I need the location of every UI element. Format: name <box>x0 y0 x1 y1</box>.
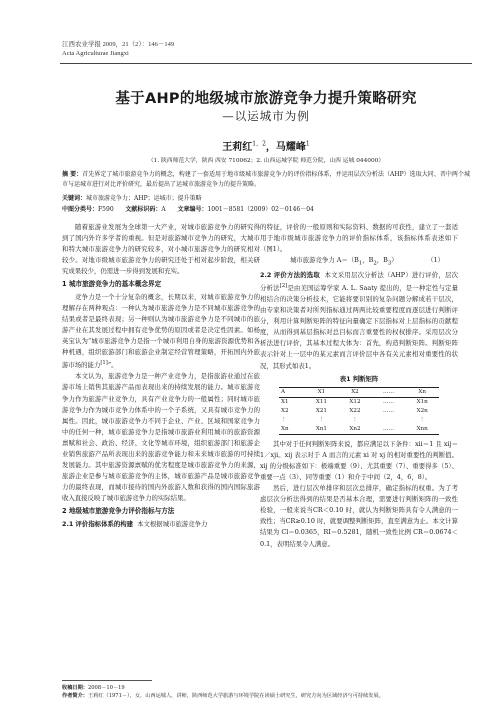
class-value: F590 <box>98 206 114 213</box>
keywords <box>62 193 202 202</box>
table-cell: ⋮ <box>419 416 425 423</box>
header-rule <box>60 63 472 64</box>
section-2-2-heading: 2.2 评价方法的选取 <box>260 270 321 279</box>
article-no-label: 文章编号： <box>177 206 208 213</box>
table-cell: …… <box>372 387 406 397</box>
formula-expression <box>290 255 398 269</box>
footnote <box>62 684 472 700</box>
author-bio-label: 作者简介： <box>62 693 88 699</box>
matrix-conditions-paragraph: 其中对于任何判断矩阵来说，都应满足以下条件：xii＝1 且 xij＝1／xji。xij 表示对于 A 而言的元素 xi 对 xj 的相对重要性的判断值。xij 的分级标准如下：极端重要（9）、尤其重要（7）、重要得多（5）、重要一点（3）、同等重要（1）和介于中间（2，4，6，8）。 <box>260 439 458 481</box>
section-2-1-heading: 2.1 评价指标体系的构建 <box>62 519 134 528</box>
received-line <box>62 684 472 692</box>
author-1-affil: 1，2 <box>252 140 266 148</box>
table-cell: X2 <box>338 387 372 397</box>
table-cell: ⋮ <box>352 416 358 423</box>
keywords-text: 城市旅游竞争力；AHP；运城市；提升策略 <box>86 195 202 202</box>
author-2-affil: 1 <box>305 140 310 148</box>
formula-part: ，B <box>376 256 388 265</box>
classification-line <box>62 204 314 213</box>
table-row <box>279 416 439 425</box>
table-cell: A <box>279 387 305 397</box>
author-2: 马耀峰 <box>275 142 306 153</box>
consistency-paragraph: 然后，进行层次单排序和层次总排序，确定指标的权重。为了考虑层次分析法得到的结果是否基本合理，需要进行判断矩阵的一致性检验，一般来说当CR＜0.10 时，就认为判断矩阵具有令人满意的一致性；当CR≥0.10 时，就要调整判断矩阵，直至满意为止。本文计算结果为 Cl＝0.0365，RI＝0.5281，随机一致性比例 CR＝0.0674＜0.1，表明结果令人满意。 <box>260 484 458 548</box>
formula-1 <box>260 255 458 269</box>
formula-sub: 2 <box>373 260 377 267</box>
received-date: 2008－10－19 <box>87 685 125 691</box>
table-cell: X1 <box>305 387 339 397</box>
author-bio-line <box>62 692 472 700</box>
section-2-heading: 2 地级城市旅游竞争力评价指标与方法 <box>62 507 175 516</box>
table-cell: Xnn <box>405 425 439 435</box>
footnote-rule <box>62 680 152 681</box>
section-1-p1-text: 竞争力是一个十分复杂的概念，长期以来，对城市旅游竞争力的理解存在两种观点：一种认为城市旅游竞争力是不同城市旅游竞争的结果或者是最终表现；另一种则认为城市旅游竞争力是不同城市的旅游产业在其发展过程中拥有竞争优势的原因或者是决定性因素。如杨英宝认为“城市旅游竞争力是指一个城市利用自身的旅游资源优势和各种机遇，组织旅游部门和旅游企业制定经营管理策略，开拓国内外旅游市场的能力 <box>62 292 260 370</box>
section-1-paragraph-1 <box>62 292 260 372</box>
table-1-caption: 表1 判断矩阵 <box>339 374 379 383</box>
keywords-label: 关键词： <box>62 195 87 202</box>
section-1-p1-end: ”。 <box>107 361 118 370</box>
table-row <box>279 387 439 397</box>
affiliation: （1. 陕西师范大学，陕西 西安 710062；2. 山西运城学院 师范分院，山西 运城 044000） <box>147 158 385 164</box>
table-row <box>279 397 439 407</box>
table-cell: X2n <box>416 407 428 414</box>
article-no-value: 1001－8581（2009）02－0146－04 <box>207 206 314 213</box>
table-cell: X11 <box>315 398 327 405</box>
author-bio: 王莉红（1971－），女，山西运城人，讲师，陕西师范大学旅游与环境学院在读硕士研究生，研究方向为区域经济与可持续发展。 <box>87 693 384 699</box>
citation-2: [2] <box>279 282 288 289</box>
continuation-paragraph: 的特征，评价的一般原则和实际资料、数据的可获性，建立了一套适用于地市级城市旅游竞争力的评价指标体系，该指标体系表述如下（图1）。 <box>260 223 458 254</box>
doc-code-value: A <box>161 206 166 213</box>
intro-paragraph: 随着旅游业发展为全球第一大产业，对城市旅游竞争力的研究得到了国内外许多学者的重视。但是对旅游城市竞争力的研究，大城市和特大城市旅游竞争力的研究较多，对小城市旅游竞争力的研究相对较少。对地市级城市旅游竞争力的研究还处于相对起步阶段，相关研究成果较少，仍需进一步得到发展和充实。 <box>62 223 260 276</box>
formula-sub: 1 <box>358 260 363 267</box>
table-cell: …… <box>372 425 406 435</box>
formula-number: （1） <box>427 256 444 265</box>
table-cell: X1 <box>281 398 289 405</box>
section-1-paragraph-2: 本文认为，旅游竞争力是一种产业竞争力，是指旅游业通过在旅游市场上销售其旅游产品而表现出来的持续发展的能力。城市旅游竞争力作为旅游产业竞争力，具有产业竞争力的一般属性；同时城市旅游竞争力作为城市竞争力体系中的一个子系统，又具有城市竞争力的属性。因此，城市旅游竞争力不同于企业、产业、区域和国家竞争力中的任何一种，城市旅游竞争力是指城市旅游业利用城市的旅游资源禀赋和社会、政治、经济、文化等城市环境，组织旅游部门和旅游企业销售旅游产品所表现出来的旅游竞争能力和未来城市旅游的可持续发展能力。其中旅游资源禀赋的优劣程度是城市旅游竞争力的来源，旅游企业是参与城市旅游竞争的主体，城市旅游产品是城市旅游竞争力的最终表现，而城市接待的国内外旅游人数和获得的国内国际旅游收入直接反映了城市旅游竞争力的实际结果。 <box>62 372 260 503</box>
table-cell: X2 <box>281 407 289 414</box>
author-1: 王莉红 <box>222 142 253 153</box>
table-cell: …… <box>382 398 395 405</box>
abstract-text: 首先界定了城市旅游竞争力的概念，构建了一套适用于地市级城市旅游竞争力的评价指标体系，并运用层次分析法（AHP）选取大同、晋中两个城市与运城市进行对比评价研究，最后提出了运城市旅游竞争力的提升策略。 <box>62 171 470 188</box>
table-cell: Xn <box>405 387 439 397</box>
formula-sub: 3 <box>387 260 392 267</box>
doc-code-label: 文献标识码： <box>125 206 162 213</box>
journal-name-en: Acta Agriculturae Jiangxi <box>62 50 129 57</box>
author-separator: ， <box>265 142 276 153</box>
abstract-label: 摘 要： <box>62 171 83 178</box>
table-cell: X12 <box>349 398 361 405</box>
table-row <box>279 407 439 416</box>
journal-header <box>62 40 174 58</box>
formula-part: ） <box>391 256 398 265</box>
table-cell: Xn <box>279 425 305 435</box>
paper-title: 基于AHP的地级城市旅游竞争力提升策略研究 <box>115 91 417 107</box>
formula-part: ，B <box>362 256 374 265</box>
section-2-2-text: 本文采用层次分析法（AHP）进行评价，层次分析法 <box>260 270 458 292</box>
class-label: 中图分类号： <box>62 206 99 213</box>
received-label: 收稿日期： <box>62 685 88 691</box>
section-2-2-rest: 是由美国运筹学家 A. L. Saaty 提出的，是一种定性与定量相结合的决策分析技术，它能将要识别的复杂问题分解成若干层次，由专家和决策者对所列指标通过两两比较重要程度而逐层进行判断评分，利用计算判断矩阵的特征向量确定下层指标对上层指标的贡献程度，从而得到基层指标对总目标而言重要性的权权排序。采用层次分析法进行评价，其基本过程大体为：首先，构造判断矩阵。判断矩阵表示针对上一层中的某元素而言评价层中各有关元素相对重要性的状况，其形式如表1。 <box>260 283 458 370</box>
table-cell: ⋮ <box>281 416 287 423</box>
table-cell: X22 <box>349 407 361 414</box>
judgment-matrix-table <box>279 387 439 435</box>
author-line <box>60 138 472 153</box>
section-1-heading: 1 城市旅游竞争力的基本概念界定 <box>62 280 162 289</box>
table-row <box>279 425 439 435</box>
section-2-1-line <box>62 519 260 530</box>
right-column <box>260 222 458 550</box>
citation-1: [1] <box>100 360 108 367</box>
abstract <box>62 170 470 190</box>
table-cell <box>372 416 406 425</box>
table-cell: X21 <box>315 407 327 414</box>
section-2-1-text: 本文根据城市旅游竞争力 <box>137 519 208 528</box>
left-column <box>62 222 260 530</box>
table-cell: Xn2 <box>338 425 372 435</box>
paper-subtitle: —以运城市为例 <box>222 109 310 123</box>
formula-part: 城市旅游竞争力 A＝（B <box>290 256 359 265</box>
section-2-2-paragraph <box>260 270 458 372</box>
table-cell: ⋮ <box>318 416 325 423</box>
table-cell: Xn1 <box>305 425 339 435</box>
journal-name-cn: 江西农业学报 2009，21（2）：146－149 <box>62 41 175 48</box>
table-cell: …… <box>382 407 395 414</box>
table-cell: X1n <box>416 398 428 405</box>
